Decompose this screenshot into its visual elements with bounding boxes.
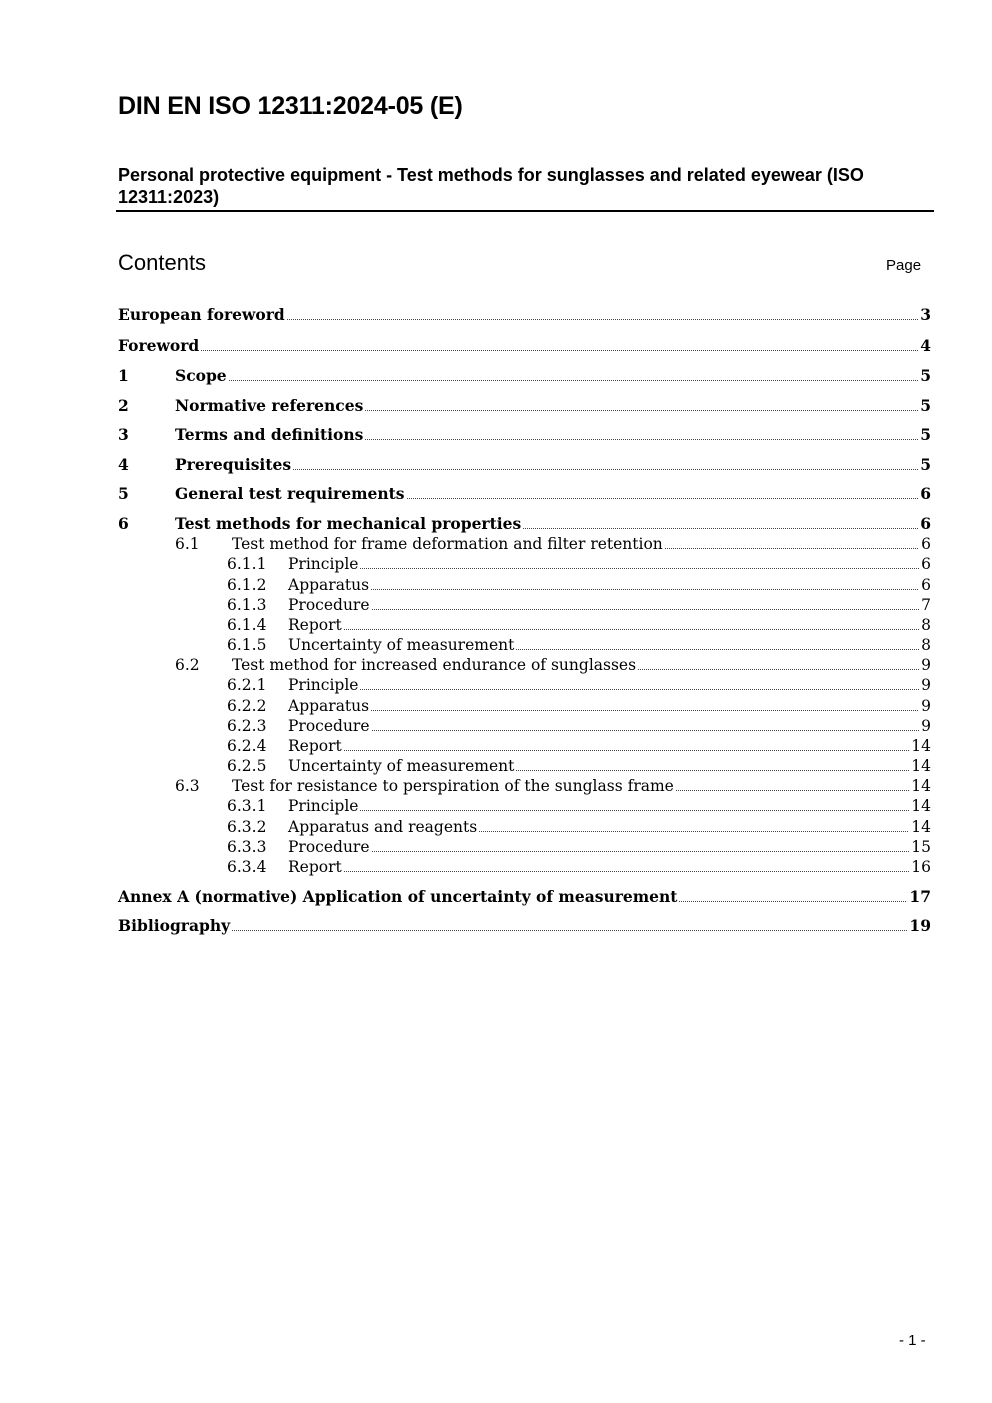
toc-entry-label: Principle [288,797,359,815]
toc-entry-page: 14 [911,797,931,815]
toc-entry-number: 6.3.4 [227,858,267,876]
toc-entry-label: Test method for increased endurance of sunglasses [232,656,637,674]
toc-entry-number: 6.3 [175,777,200,795]
toc-entry-label: Test method for frame deformation and filter retention [232,535,663,553]
toc-entry-number: 4 [118,455,129,474]
toc-dot-leader [344,857,910,877]
toc-entry-label: European foreword [118,305,285,324]
toc-entry-label: Annex A (normative) Application of uncertainty of measurement [118,887,678,906]
toc-entry[interactable] [118,857,931,877]
toc-dot-leader [479,817,909,837]
toc-entry-number: 6.1.4 [227,616,267,634]
toc-entry[interactable] [118,655,931,675]
toc-entry-page: 3 [920,305,931,324]
toc-entry-label: General test requirements [175,484,405,503]
toc-entry-page: 8 [921,636,931,654]
toc-dot-leader [232,916,907,936]
toc-entry[interactable] [118,554,931,574]
toc-entry-label: Uncertainty of measurement [288,757,515,775]
toc-entry[interactable] [118,575,931,595]
toc-entry-number: 6.2.3 [227,717,267,735]
toc-entry-page: 17 [909,887,931,906]
toc-entry-number: 6.1.2 [227,576,267,594]
toc-entry-page: 14 [911,818,931,836]
toc-entry-label: Uncertainty of measurement [288,636,515,654]
toc-entry-page: 16 [911,858,931,876]
toc-dot-leader [365,396,918,416]
toc-entry-page: 5 [920,366,931,385]
toc-entry[interactable] [118,696,931,716]
toc-entry-number: 6.2.2 [227,697,267,715]
toc-entry[interactable] [118,455,931,475]
toc-entry-page: 6 [921,535,931,553]
toc-dot-leader [638,655,919,675]
toc-entry-page: 6 [921,555,931,573]
toc-entry-label: Report [288,737,342,755]
toc-entry-label: Procedure [288,838,370,856]
toc-entry[interactable] [118,336,931,356]
toc-entry[interactable] [118,396,931,416]
toc-dot-leader [407,484,919,504]
toc-dot-leader [287,305,918,325]
toc-entry-number: 5 [118,484,129,503]
toc-entry-number: 6.1.1 [227,555,267,573]
toc-entry-number: 6.2 [175,656,200,674]
toc-entry-page: 5 [920,425,931,444]
toc-entry[interactable] [118,675,931,695]
toc-entry[interactable] [118,595,931,615]
toc-entry[interactable] [118,716,931,736]
toc-entry[interactable] [118,635,931,655]
toc-entry-label: Apparatus and reagents [288,818,478,836]
toc-dot-leader [371,696,919,716]
toc-entry-label: Apparatus [288,576,370,594]
toc-entry-page: 9 [921,697,931,715]
toc-entry-label: Procedure [288,596,370,614]
toc-dot-leader [229,366,919,386]
toc-entry[interactable] [118,514,931,534]
toc-entry-page: 6 [920,484,931,503]
toc-dot-leader [344,736,910,756]
toc-dot-leader [676,776,909,796]
toc-dot-leader [372,716,920,736]
toc-entry[interactable] [118,916,931,936]
toc-entry-page: 9 [921,717,931,735]
toc-entry-page: 9 [921,676,931,694]
toc-entry-label: Test for resistance to perspiration of the sunglass frame [232,777,674,795]
toc-entry[interactable] [118,776,931,796]
toc-entry-number: 6.1.5 [227,636,267,654]
toc-entry-number: 6.1 [175,535,200,553]
toc-entry[interactable] [118,366,931,386]
toc-entry-number: 3 [118,425,129,444]
toc-dot-leader [523,514,918,534]
toc-entry-page: 19 [909,916,931,935]
toc-dot-leader [344,615,919,635]
toc-dot-leader [293,455,918,475]
toc-entry-page: 4 [920,336,931,355]
toc-entry-number: 2 [118,396,129,415]
toc-entry-number: 6.3.3 [227,838,267,856]
toc-entry-label: Principle [288,555,359,573]
toc-entry-label: Normative references [175,396,364,415]
toc-entry-label: Report [288,616,342,634]
toc-dot-leader [516,635,919,655]
toc-entry[interactable] [118,425,931,445]
toc-entry-page: 6 [921,576,931,594]
contents-heading: Contents [118,250,207,275]
toc-entry-page: 7 [921,596,931,614]
toc-entry-label: Apparatus [288,697,370,715]
toc-dot-leader [360,675,919,695]
toc-entry-page: 9 [921,656,931,674]
toc-entry[interactable] [118,534,931,554]
document-subtitle: Personal protective equipment - Test methods for sunglasses and related eyewear (ISO 12311:2023) [118,165,864,207]
toc-entry-label: Report [288,858,342,876]
toc-dot-leader [365,425,918,445]
toc-entry-page: 8 [921,616,931,634]
toc-entry[interactable] [118,736,931,756]
toc-entry-number: 6 [118,514,129,533]
page-column-label: Page [886,257,922,274]
toc-dot-leader [679,887,907,907]
title-divider [116,210,934,212]
toc-entry-page: 5 [920,455,931,474]
toc-entry-number: 6.3.1 [227,797,267,815]
toc-dot-leader [516,756,909,776]
toc-dot-leader [372,837,910,857]
toc-entry-label: Prerequisites [175,455,292,474]
toc-entry-number: 1 [118,366,129,385]
toc-entry-page: 14 [911,737,931,755]
toc-entry-label: Terms and definitions [175,425,364,444]
toc-dot-leader [201,336,918,356]
page-number: - 1 - [899,1332,926,1349]
toc-entry[interactable] [118,817,931,837]
toc-dot-leader [360,796,909,816]
toc-entry[interactable] [118,837,931,857]
toc-entry-page: 14 [911,777,931,795]
toc-entry[interactable] [118,305,931,325]
toc-entry-label: Scope [175,366,227,385]
toc-entry-number: 6.1.3 [227,596,267,614]
toc-entry-page: 15 [911,838,931,856]
toc-entry[interactable] [118,615,931,635]
document-title: DIN EN ISO 12311:2024-05 (E) [118,92,463,120]
toc-entry-label: Bibliography [118,916,231,935]
toc-entry-label: Procedure [288,717,370,735]
toc-dot-leader [665,534,919,554]
toc-entry[interactable] [118,796,931,816]
toc-dot-leader [360,554,919,574]
toc-entry-label: Principle [288,676,359,694]
toc-entry[interactable] [118,756,931,776]
toc-entry-page: 5 [920,396,931,415]
toc-dot-leader [372,595,920,615]
toc-entry-number: 6.2.1 [227,676,267,694]
toc-entry-label: Test methods for mechanical properties [175,514,522,533]
toc-entry-label: Foreword [118,336,200,355]
toc-entry-page: 14 [911,757,931,775]
toc-entry-page: 6 [920,514,931,533]
toc-entry-number: 6.2.5 [227,757,267,775]
toc-entry-number: 6.2.4 [227,737,267,755]
toc-entry[interactable] [118,887,931,907]
toc-dot-leader [371,575,919,595]
toc-entry[interactable] [118,484,931,504]
toc-entry-number: 6.3.2 [227,818,267,836]
